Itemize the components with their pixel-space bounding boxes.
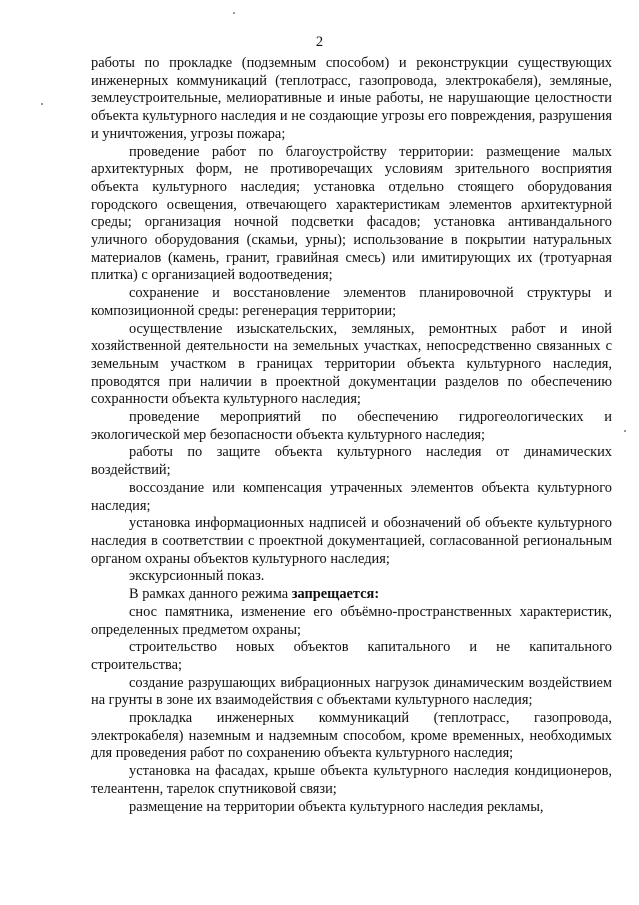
document-body [91,55,612,816]
page-number: 2 [315,34,324,50]
permitted-work-item: экскурсионный показ. [129,568,265,585]
permitted-work-item: установка информационных надписей и обозначений об объекте культурного наследия в соответствии с проектной документацией, согласованной региональным органом охраны объектов культурного наследия; [91,515,612,567]
scan-speck [41,103,43,105]
prohibition-item: создание разрушающих вибрационных нагрузок динамическим воздействием на грунты в зоне их взаимодействия с объектами культурного наследия; [91,674,612,709]
permitted-work-item: работы по защите объекта культурного наследия от динамических воздействий; [91,444,612,479]
prohibition-item: установка на фасадах, крыше объекта культурного наследия кондиционеров, телеантенн, тарелок спутниковой связи; [91,763,612,797]
permitted-work-item: воссоздание или компенсация утраченных элементов объекта культурного наследия; [91,479,612,514]
permitted-work-item: проведение мероприятий по обеспечению гидрогеологических и экологической мер безопасности объекта культурного наследия; [91,409,612,443]
prohibition-heading-emphasis: запрещается: [291,586,380,603]
scan-speck [233,12,235,14]
permitted-work-item: сохранение и восстановление элементов планировочной структуры и композиционной среды: регенерация территории; [91,285,612,319]
permitted-work-item: работы по прокладке (подземным способом) и реконструкции существующих инженерных коммуникаций (теплотрасс, газопровода, электрокабеля), земляные, землеустроительные, мелиоративные и иные работы, не нарушающие целостности объекта культурного наследия и не создающие угрозы его повреждения, разрушения и уничтожения, угрозы пожара; [91,55,612,142]
prohibition-item: размещение на территории объекта культурного наследия рекламы, [129,798,544,815]
prohibition-item: прокладка инженерных коммуникаций (теплотрасс, газопровода, электрокабеля) наземным и надземным способом, кроме временных, необходимых для проведения работ по сохранению объекта культурного наследия; [91,710,612,762]
permitted-work-item: осуществление изыскательских, земляных, ремонтных работ и иной хозяйственной деятельности на земельных участках, непосредственно связанных с земельным участком в границах территории объекта культурного наследия, проводятся при наличии в проектной документации разделов по обеспечению сохранности объекта культурного наследия; [91,320,612,408]
scan-speck [624,430,626,432]
prohibition-item: снос памятника, изменение его объёмно-пространственных характеристик, определенных предметом охраны; [91,603,612,638]
prohibition-item: строительство новых объектов капитального и не капитального строительства; [91,639,612,673]
permitted-work-item: проведение работ по благоустройству территории: размещение малых архитектурных форм, не противоречащих условиям зрительного восприятия объекта культурного наследия; установка отдельно стоящего оборудования городского освещения, отвечающего характеристикам элементов архитектурной среды; организация ночной подсветки фасадов; установка антивандального уличного оборудования (скамьи, урны); использование в покрытии натуральных материалов (камень, гранит, гравийная смесь) или имитирующих их (тротуарная плитка) с организацией водоотведения; [91,143,612,284]
prohibition-heading [91,586,612,604]
prohibition-heading-lead: В рамках данного режима [129,586,292,603]
